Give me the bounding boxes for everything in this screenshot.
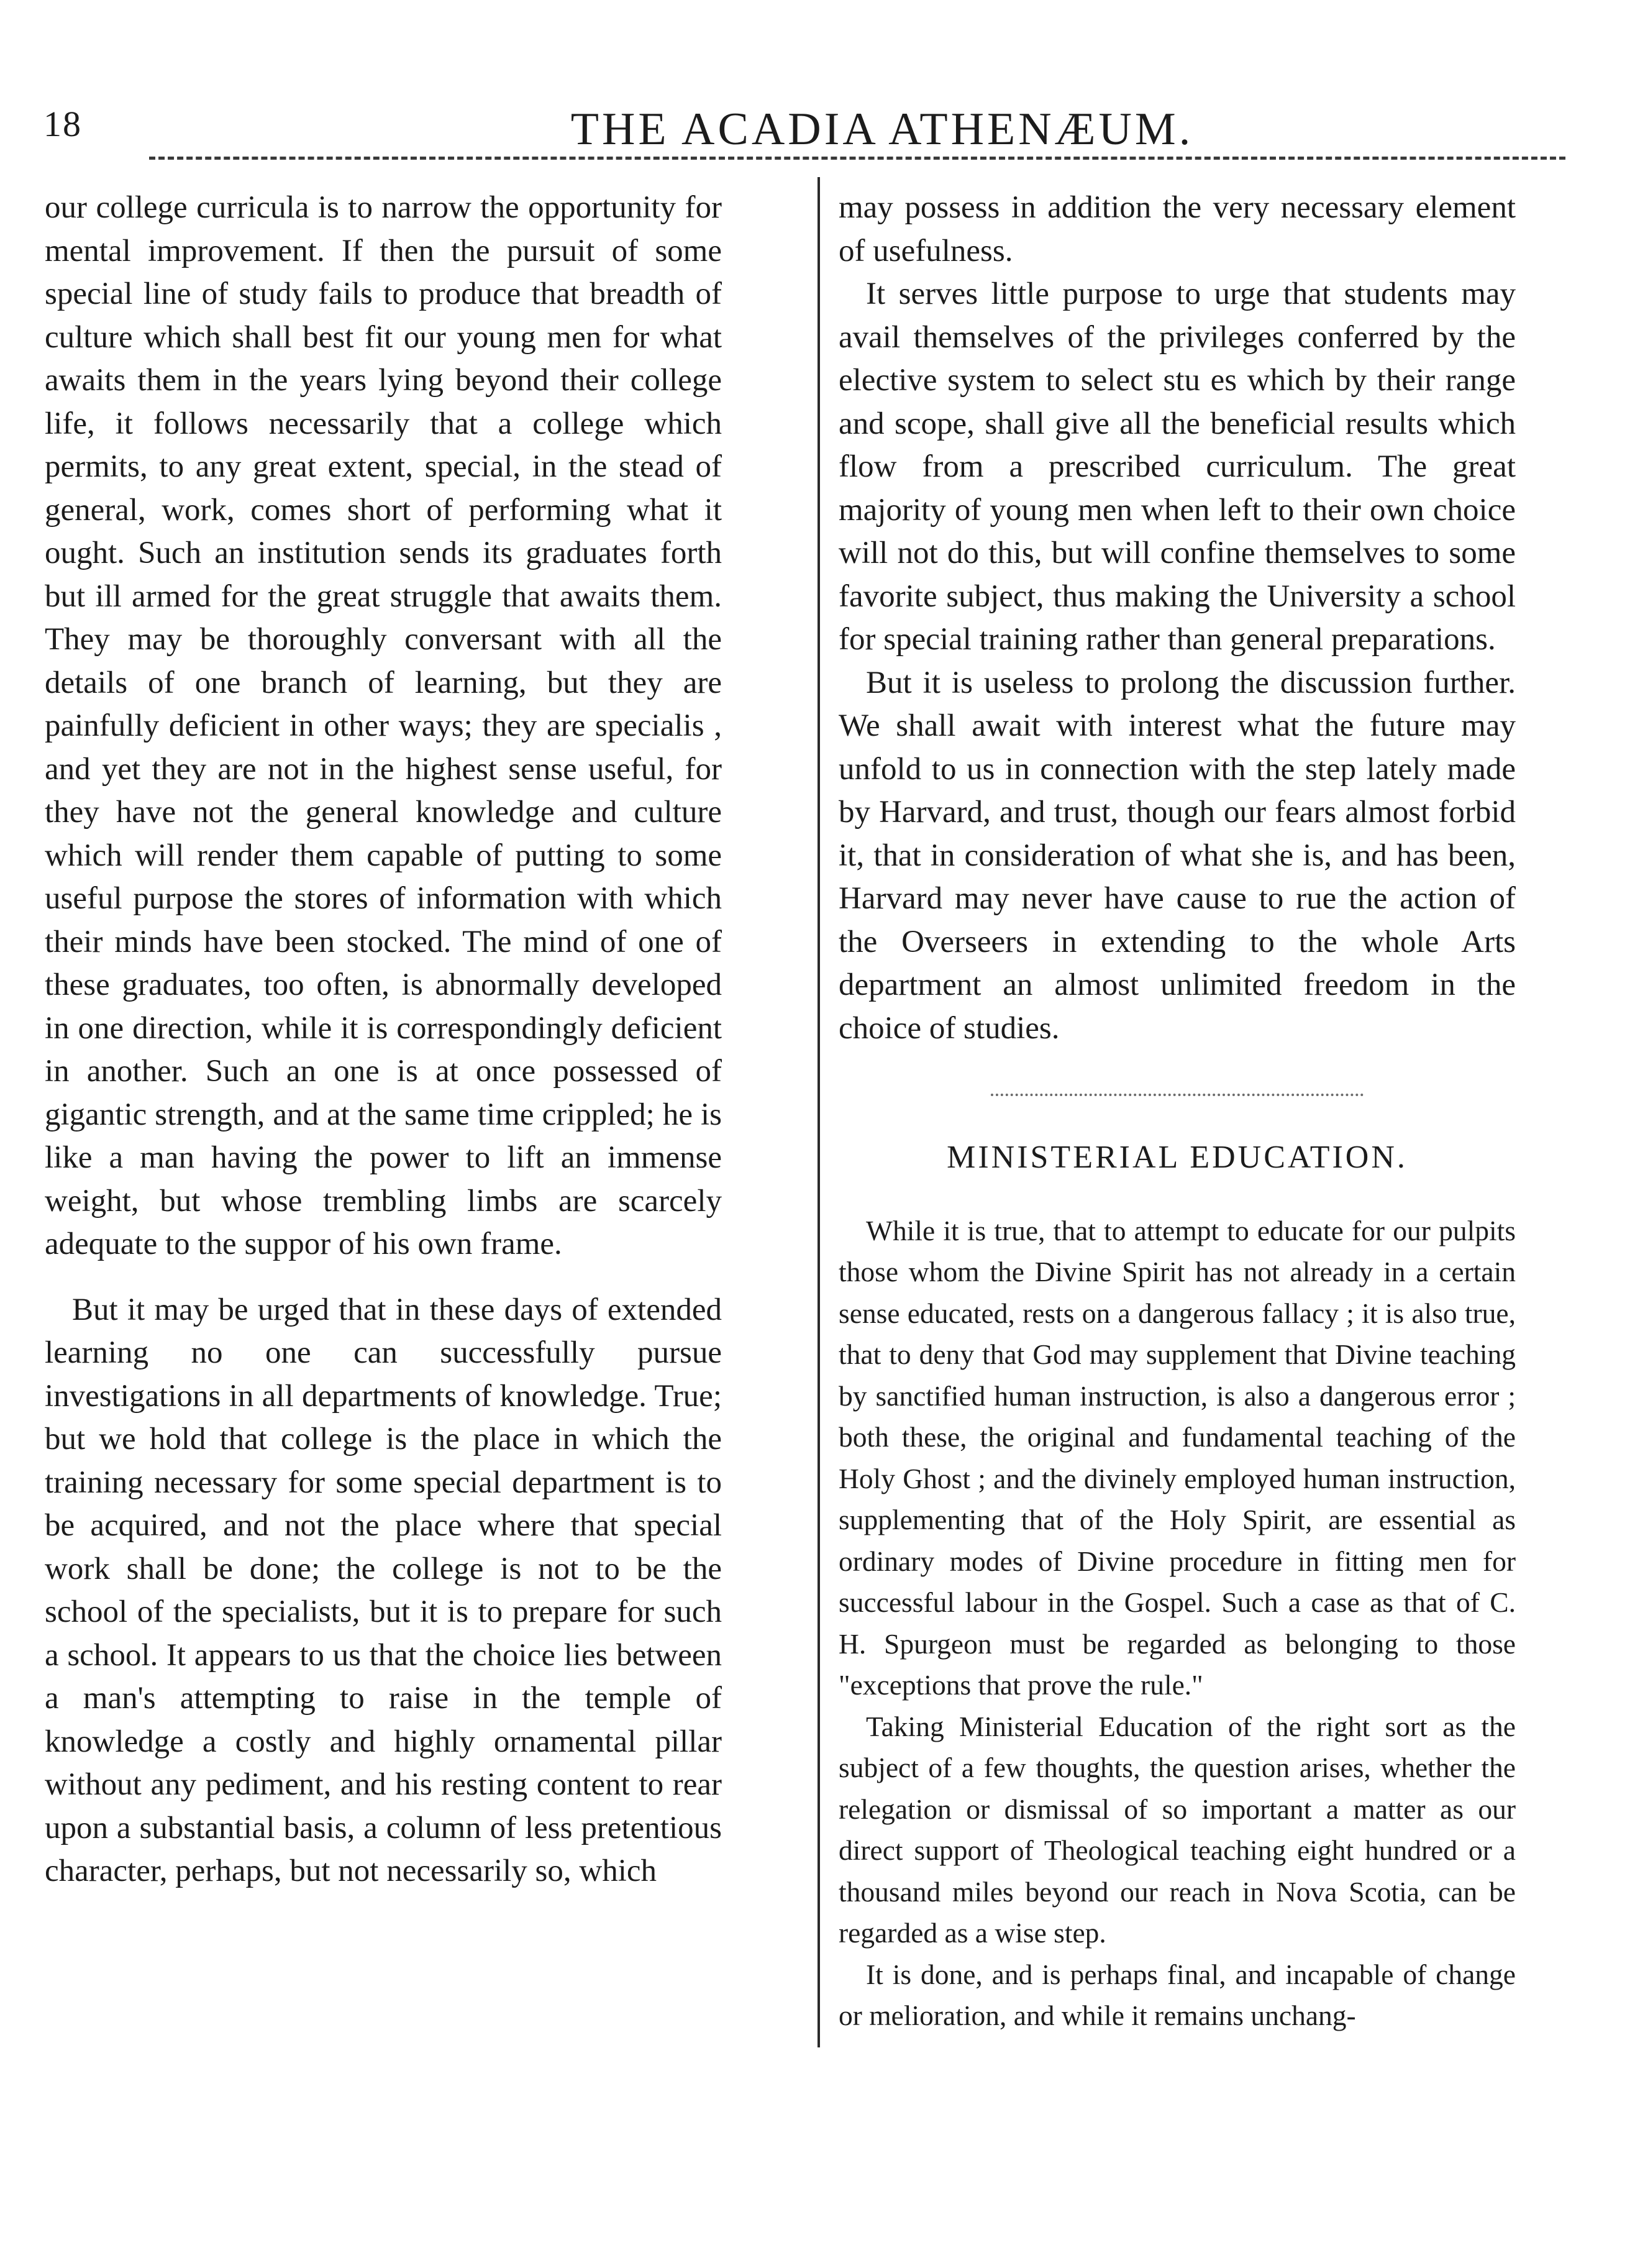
page-number: 18 xyxy=(43,104,82,144)
left-column xyxy=(45,186,722,1893)
section-separator xyxy=(991,1094,1364,1096)
left-paragraph-2: But it may be urged that in these days of extended learning no one can successfully pursue investigations in all departments of knowledge. True; but we hold that college is the place in which the training necessary for some special department is to be acquired, and not the place where that special work shall be done; the college is not to be the school of the specialists, but it is to prepare for such a school. It appears to us that the choice lies between a man's attempting to raise in the temple of knowledge a costly and highly ornamental pillar without any pediment, and his resting content to rear upon a substantial basis, a column of less pretentious character, perhaps, but not necessarily so, which xyxy=(45,1292,722,1888)
right-paragraph-3: But it is useless to prolong the discussion further. We shall await with interest what the future may unfold to us in connection with the step lately made by Harvard, and trust, though our fears almost forbid it, that in consideration of what she is, and has been, Harvard may never have cause to rue the action of the Overseers in extending to the whole Arts department an almost unlimited freedom in the choice of studies. xyxy=(839,665,1516,1046)
header-rule xyxy=(149,157,1565,160)
right-paragraph-2: It serves little purpose to urge that students may avail themselves of the privileges conferred by the elective system to select stu es which by their range and scope, shall give all the beneficial results which flow from a prescribed curriculum. The great majority of young men when left to their own choice will not do this, but will confine themselves to some favorite subject, thus making the University a school for special training rather than general preparations. xyxy=(839,277,1516,657)
right-paragraph-1: may possess in addition the very necessary element of usefulness. xyxy=(839,190,1516,268)
column-divider xyxy=(818,177,820,2047)
running-head-title: THE ACADIA ATHENÆUM. xyxy=(570,104,1194,155)
section-paragraph-2: Taking Ministerial Education of the right sort as the subject of a few thoughts, the question arises, whether the relegation or dismissal of so important a matter as our direct support of Theological teaching eight hundred or a thousand miles beyond our reach in Nova Scotia, can be regarded as a wise step. xyxy=(839,1710,1516,1949)
right-column xyxy=(839,186,1516,2037)
section-paragraph-1: While it is true, that to attempt to educate for our pulpits those whom the Divine Spirit has not already in a certain sense educated, rests on a dangerous fallacy ; it is also true, that to deny that God may supplement that Divine teaching by sanctified human instruction, is also a dangerous error ; both these, the original and fundamental teaching of the Holy Ghost ; and the divinely employed human instruction, supplementing that of the Holy Spirit, are essential as ordinary modes of Divine procedure in fitting men for successful labour in the Gospel. Such a case as that of C. H. Spurgeon must be regarded as belonging to those "exceptions that prove the rule." xyxy=(839,1214,1516,1701)
section-heading: MINISTERIAL EDUCATION. xyxy=(947,1140,1408,1175)
section-body xyxy=(839,1210,1516,2037)
left-paragraph-1: our college curricula is to narrow the opportunity for mental improvement. If then the pursuit of some special line of study fails to produce that breadth of culture which shall best fit our young men for what awaits them in the years lying beyond their college life, it follows necessarily that a college which permits, to any great extent, special, in the stead of general, work, comes short of performing what it ought. Such an institution sends its graduates forth but ill armed for the great struggle that awaits them. They may be thoroughly conversant with all the details of one branch of learning, but they are painfully deficient in other ways; they are specialis , and yet they are not in the highest sense useful, for they have not the general knowledge and culture which will render them capable of putting to some useful purpose the stores of information with which their minds have been stocked. The mind of one of these graduates, too often, is abnormally developed in one direction, while it is correspondingly deficient in another. Such an one is at once possessed of gigantic strength, and at the same time crippled; he is like a man having the power to lift an immense weight, but whose trembling limbs are scarcely adequate to the suppor of his own frame. xyxy=(45,190,722,1261)
section-paragraph-3: It is done, and is perhaps final, and incapable of change or melioration, and while it remains unchang- xyxy=(839,1958,1516,2031)
